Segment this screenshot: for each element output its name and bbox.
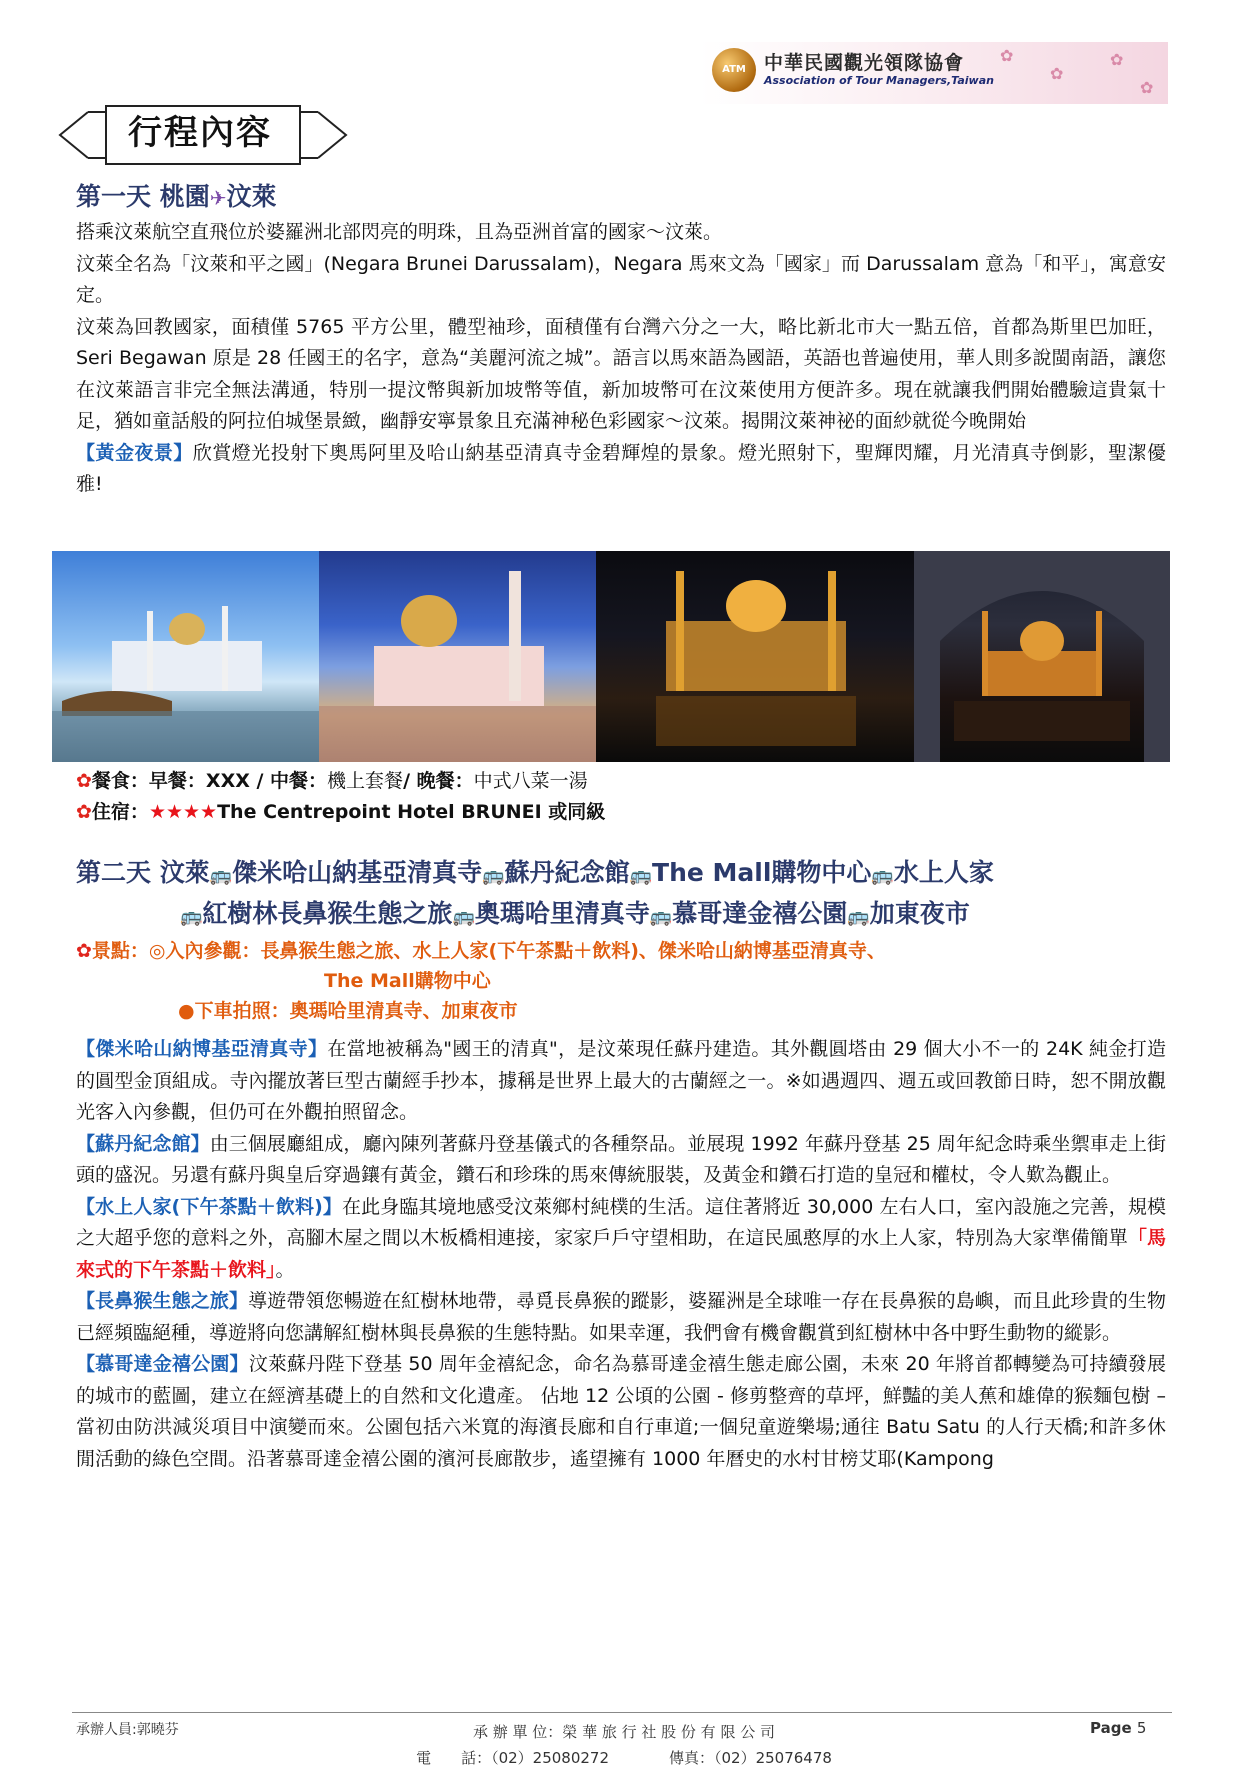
association-logo: ATM — [712, 48, 756, 92]
day2-section — [76, 854, 1166, 1475]
association-name-en: Association of Tour Managers,Taiwan — [764, 74, 994, 87]
flower-icon: ✿ — [76, 801, 92, 823]
blossom-icon: ✿ — [1000, 46, 1014, 65]
bus-icon: 🚌 — [452, 906, 475, 927]
association-name-cn: 中華民國觀光領隊協會 — [764, 52, 965, 74]
day2-monkey-desc: 【長鼻猴生態之旅】導遊帶領您暢遊在紅樹林地帶，尋覓長鼻猴的蹤影，婆羅洲是全球唯一存在長鼻猴的島嶼，而且此珍貴的生物已經頻臨絕種，導遊將向您講解紅樹林與長鼻猴的生態特點。如果幸運，我們會有機會觀賞到紅樹林中各中野生動物的縱影。 — [76, 1290, 1166, 1344]
day1-intro: 搭乘汶萊航空直飛位於婆羅洲北部閃亮的明珠，且為亞洲首富的國家～汶萊。 — [76, 221, 723, 243]
bus-icon: 🚌 — [180, 906, 203, 927]
day1-name-desc: 汶萊全名為「汶萊和平之國」(Negara Brunei Darussalam)，Negara 馬來文為「國家」而 Darussalam 意為「和平」，寓意安定。 — [76, 252, 1166, 306]
flower-icon: ✿ — [76, 770, 92, 792]
day1-title: 第一天 桃園✈汶萊 — [76, 182, 277, 211]
footer-phone: 電 話：（02）25080272 傳真：（02）25076478 — [416, 1749, 832, 1767]
day2-scenic-inside-cont: The Mall購物中心 — [324, 970, 491, 992]
day2-water-village-desc: 【水上人家(下午茶點＋飲料)】在此身臨其境地感受汶萊鄉村純樸的生活。這住著將近 30,000 左右人口，室內設施之完善，規模之大超乎您的意料之外，高腳木屋之間以木板橋相連接，家家戶戶守望相助，在這民風憨厚的水上人家，特別為大家準備簡單「馬來式的下午茶點＋飲料」。 — [76, 1195, 1166, 1281]
mosque-photo — [596, 551, 914, 762]
mosque-photo — [52, 551, 319, 762]
day2-mosque-desc: 【傑米哈山納博基亞清真寺】在當地被稱為"國王的清真"，是汶萊現任蘇丹建造。其外觀圓塔由 29 個大小不一的 24K 純金打造的圓型金頂組成。寺內擺放著巨型古蘭經手抄本，據稱是世界上最大的古蘭經之一。※如遇週四、週五或回教節日時，恕不開放觀光客入內參觀，但仍可在外觀拍照留念。 — [76, 1038, 1166, 1123]
bus-icon: 🚌 — [871, 865, 894, 886]
blossom-icon: ✿ — [1110, 50, 1124, 69]
bus-icon: 🚌 — [649, 906, 673, 927]
bus-icon: 🚌 — [482, 865, 505, 886]
page-footer — [72, 1712, 1172, 1767]
section-title: 行程內容 — [128, 113, 272, 153]
page-number: Page 5 — [1090, 1719, 1147, 1737]
association-header — [700, 42, 1168, 104]
day2-memorial-desc: 【蘇丹紀念館】由三個展廳組成，廳內陳列著蘇丹登基儀式的各種祭品。並展現 1992 年蘇丹登基 25 周年紀念時乘坐禦車走上街頭的盛況。另還有蘇丹與皇后穿過鑲有黃金，鑽石和珍珠的馬來傳統服裝，及黃金和鑽石打造的皇冠和權杖，令人歎為觀止。 — [76, 1132, 1166, 1186]
star-rating: ★★★★ — [148, 801, 218, 823]
mosque-photo — [914, 551, 1170, 762]
day2-scenic-inside: ✿景點：◎入內參觀：長鼻猴生態之旅、水上人家(下午茶點＋飲料)、傑米哈山納博基亞清真寺、 — [76, 940, 886, 962]
blossom-icon: ✿ — [1050, 64, 1064, 83]
footer-company-info — [344, 1719, 904, 1771]
plane-icon: ✈ — [209, 186, 227, 210]
bus-icon: 🚌 — [847, 906, 870, 927]
flower-icon: ✿ — [76, 940, 92, 962]
day1-country-desc: 汶萊為回教國家，面積僅 5765 平方公里，體型袖珍，面積僅有台灣六分之一大，略比新北市大一點五倍，首都為斯里巴加旺，Seri Begawan 原是 28 任國王的名字，意為“美麗河流之城”。語言以馬來語為國語，英語也普遍使用，華人則多說閩南語，讓您在汶萊語言非完全無法溝通，特別一提汶幣與新加坡幣等值，新加坡幣可在汶萊使用方便許多。現在就讓我們開始體驗這貴氣十足，猶如童話般的阿拉伯城堡景緻，幽靜安寧景象且充滿神秘色彩國家～汶萊。揭開汶萊神祕的面紗就從今晚開始 — [76, 315, 1166, 432]
day2-title-line2: 🚌紅樹林長鼻猴生態之旅🚌奧瑪哈里清真寺🚌慕哥達金禧公園🚌加東夜市 — [180, 899, 970, 928]
day1-meals-hotel — [76, 766, 1166, 828]
day1-night-view: 【黃金夜景】欣賞燈光投射下奧馬阿里及哈山納基亞清真寺金碧輝煌的景象。燈光照射下，聖輝閃耀，月光清真寺倒影，聖潔優雅! — [76, 441, 1166, 495]
footer-staff: 承辦人員:郭曉芬 — [76, 1722, 179, 1738]
day2-scenic-photo: ●下車拍照：奧瑪哈里清真寺、加東夜市 — [178, 1000, 518, 1022]
day1-hotel: ✿住宿：★★★★The Centrepoint Hotel BRUNEI 或同級 — [76, 801, 606, 823]
bus-icon: 🚌 — [209, 865, 233, 886]
mosque-photo-strip — [52, 551, 1170, 762]
mosque-photo — [319, 551, 596, 762]
day1-meals: ✿餐食：早餐：XXX / 中餐：機上套餐/ 晚餐：中式八菜一湯 — [76, 770, 588, 792]
day2-title-line1: 第二天 汶萊🚌傑米哈山納基亞清真寺🚌蘇丹紀念館🚌The Mall購物中心🚌水上人家 — [76, 858, 994, 887]
itinerary-content — [76, 178, 1166, 501]
bus-icon: 🚌 — [629, 865, 653, 886]
day2-park-desc: 【慕哥達金禧公園】汶萊蘇丹陛下登基 50 周年金禧紀念，命名為慕哥達金禧生態走廊公園，未來 20 年將首都轉變為可持續發展的城市的藍圖，建立在經濟基礎上的自然和文化遺產。 佔地 12 公頃的公園 - 修剪整齊的草坪，鮮豔的美人蕉和雄偉的猴麵包樹 – 當初由防洪減災項目中演變而來。公園包括六米寬的海濱長廊和自行車道;一個兒童遊樂場;通往 Batu Satu 的人行天橋;和許多休閒活動的綠色空間。沿著慕哥達金禧公園的濱河長廊散步，遙望擁有 1000 年曆史的水村甘榜艾耶(Kampong — [76, 1353, 1166, 1470]
blossom-icon: ✿ — [1140, 78, 1154, 97]
footer-company: 承 辦 單 位：榮 華 旅 行 社 股 份 有 限 公 司 — [473, 1723, 775, 1741]
